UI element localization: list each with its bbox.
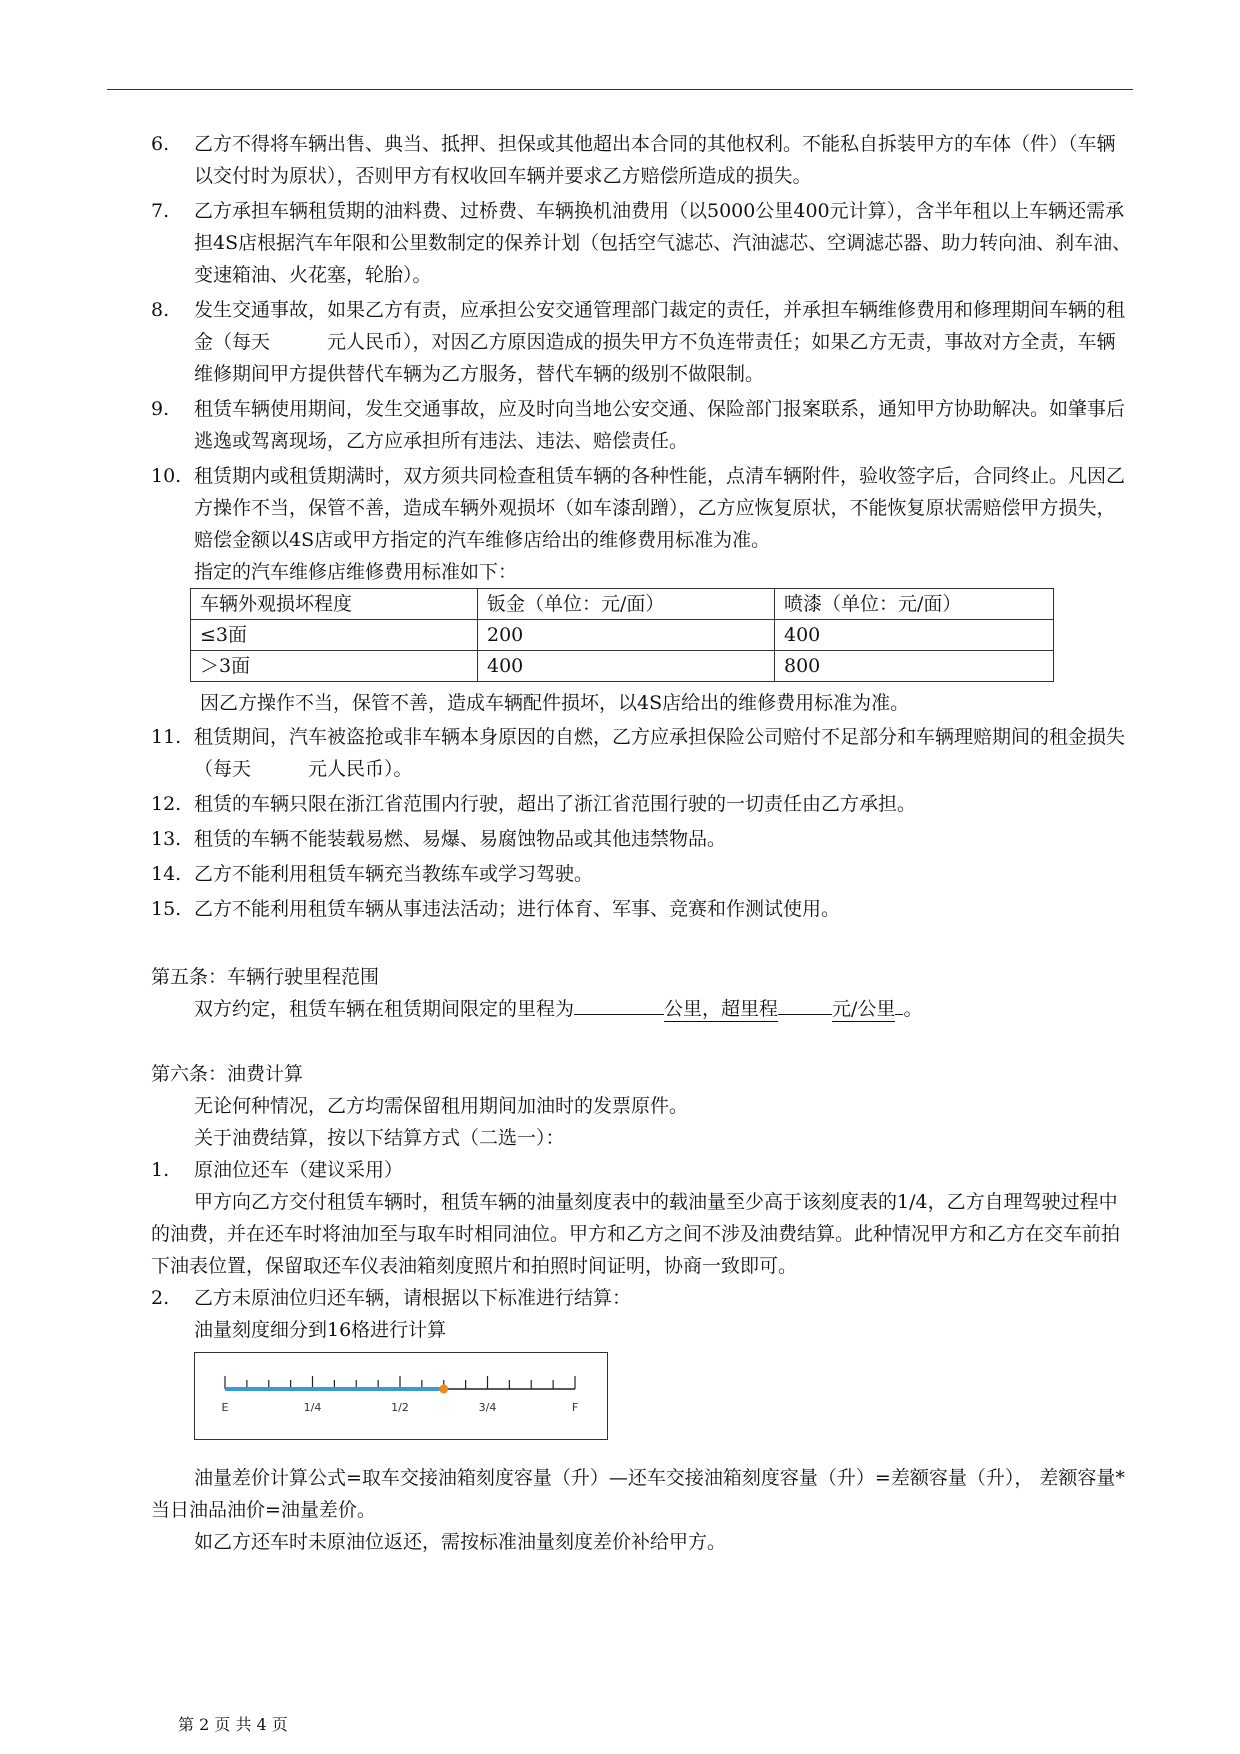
table-row: [191, 651, 1054, 682]
clause-text: 租赁期内或租赁期满时，双方须共同检查租赁车辆的各种性能，点清车辆附件，验收签字后，合同终止。凡因乙方操作不当，保管不善，造成车辆外观损坏（如车漆刮蹭），乙方应恢复原状，不能恢复原状需赔偿甲方损失，赔偿金额以4S店或甲方指定的汽车维修店给出的维修费用标准为准。: [194, 465, 1126, 551]
clause-text: 乙方不能利用租赁车辆从事违法活动；进行体育、军事、竞赛和作测试使用。: [194, 898, 841, 920]
option-title: 乙方未原油位归还车辆，请根据以下标准进行结算：: [194, 1287, 632, 1309]
table-row: [191, 620, 1054, 651]
table-header-cell: 车辆外观损坏程度: [191, 589, 478, 620]
clause-14: [151, 858, 1133, 890]
mileage-text-end: 。: [903, 998, 923, 1020]
clause-number: 6.: [151, 133, 170, 155]
clause-text: 租赁期间，汽车被盗抢或非车辆本身原因的自燃，乙方应承担保险公司赔付不足部分和车辆理赔期间的租金损失（每天 元人民币）。: [194, 726, 1126, 780]
repair-table-intro: 指定的汽车维修店维修费用标准如下：: [194, 561, 518, 583]
clause-15: [151, 893, 1133, 925]
clause-number: 12.: [151, 793, 182, 815]
option-number: 1.: [151, 1159, 170, 1181]
clause-text: 乙方不得将车辆出售、典当、抵押、担保或其他超出本合同的其他权利。不能私自拆装甲方的车体（件）（车辆以交付时为原状），否则甲方有权收回车辆并要求乙方赔偿所造成的损失。: [194, 133, 1116, 187]
clause-number: 11.: [151, 726, 182, 748]
repair-cost-table: [190, 588, 1054, 682]
gauge-caption: 油量刻度细分到16格进行计算: [194, 1319, 447, 1341]
option-title: 原油位还车（建议采用）: [194, 1159, 404, 1181]
clause-number: 13.: [151, 828, 182, 850]
fuel-gauge-svg: [195, 1353, 607, 1439]
clause-10: [151, 460, 1133, 556]
clause-12: [151, 788, 1133, 820]
gauge-label: 1/2: [391, 1401, 409, 1414]
clause-11: [151, 721, 1133, 785]
clause-text: 乙方承担车辆租赁期的油料费、过桥费、车辆换机油费用（以5000公里400元计算），含半年租以上车辆还需承担4S店根据汽车年限和公里数制定的保养计划（包括空气滤芯、汽油滤芯、空调滤芯器、助力转向油、刹车油、变速箱油、火花塞，轮胎）。: [194, 200, 1132, 286]
article-5-title: 第五条：车辆行驶里程范围: [151, 966, 380, 988]
fuel-gauge-figure: [194, 1352, 608, 1440]
repair-table-note: 因乙方操作不当，保管不善，造成车辆配件损坏，以4S店给出的维修费用标准为准。: [200, 692, 910, 714]
table-header-cell: 喷漆（单位：元/面）: [775, 589, 1054, 620]
fuel-option-1: [151, 1154, 1133, 1186]
article-6-line1: 无论何种情况，乙方均需保留租用期间加油时的发票原件。: [194, 1095, 689, 1117]
gauge-label: 1/4: [303, 1401, 322, 1414]
gauge-level-marker: [439, 1385, 448, 1394]
article-6-title: 第六条：油费计算: [151, 1063, 304, 1085]
table-cell: ＞3面: [191, 651, 478, 682]
clause-6: [151, 128, 1133, 192]
table-cell: 200: [478, 620, 775, 651]
fuel-final-note: 如乙方还车时未原油位返还，需按标准油量刻度差价补给甲方。: [194, 1531, 727, 1553]
clause-number: 14.: [151, 863, 182, 885]
mileage-limit-blank: [574, 1014, 664, 1015]
fuel-option-2: [151, 1282, 1133, 1314]
gauge-label: E: [221, 1401, 229, 1414]
table-cell: 800: [775, 651, 1054, 682]
page-footer: 第 2 页 共 4 页: [178, 1715, 288, 1734]
fuel-formula: 油量差价计算公式=取车交接油箱刻度容量（升）—还车交接油箱刻度容量（升）=差额容量（升）， 差额容量*当日油品油价=油量差价。: [151, 1467, 1125, 1521]
header-rule: [107, 89, 1133, 90]
mileage-text-after: 元/公里: [832, 998, 896, 1020]
clause-number: 10.: [151, 465, 182, 487]
table-cell: 400: [775, 620, 1054, 651]
clause-text: 租赁车辆使用期间，发生交通事故，应及时向当地公安交通、保险部门报案联系，通知甲方协助解决。如肇事后逃逸或驾离现场，乙方应承担所有违法、违法、赔偿责任。: [194, 398, 1126, 452]
clause-number: 8.: [151, 299, 170, 321]
overage-rate-blank: [778, 1014, 832, 1015]
document-body: [151, 128, 1133, 1558]
option-number: 2.: [151, 1287, 170, 1309]
clause-number: 15.: [151, 898, 182, 920]
clause-text: 乙方不能利用租赁车辆充当教练车或学习驾驶。: [194, 863, 594, 885]
table-header-row: [191, 589, 1054, 620]
clause-13: [151, 823, 1133, 855]
clause-text: 租赁的车辆只限在浙江省范围内行驶，超出了浙江省范围行驶的一切责任由乙方承担。: [194, 793, 917, 815]
gauge-label: 3/4: [478, 1401, 497, 1414]
table-header-cell: 钣金（单位：元/面）: [478, 589, 775, 620]
fuel-option-1-text: 甲方向乙方交付租赁车辆时，租赁车辆的油量刻度表中的载油量至少高于该刻度表的1/4，乙方自理驾驶过程中的油费，并在还车时将油加至与取车时相同油位。甲方和乙方之间不涉及油费结算。此种情况甲方和乙方在交车前拍下油表位置，保留取还车仪表油箱刻度照片和拍照时间证明，协商一致即可。: [151, 1191, 1121, 1277]
article-5-text: [151, 993, 1133, 1025]
article-6-line2: 关于油费结算，按以下结算方式（二选一）：: [194, 1127, 565, 1149]
clause-number: 9.: [151, 398, 170, 420]
clause-9: [151, 393, 1133, 457]
clause-number: 7.: [151, 200, 170, 222]
clause-8: [151, 294, 1133, 390]
mileage-text-before: 双方约定，租赁车辆在租赁期间限定的里程为: [194, 998, 575, 1020]
gauge-label: F: [571, 1401, 579, 1414]
clause-text: 发生交通事故，如果乙方有责，应承担公安交通管理部门裁定的责任，并承担车辆维修费用和修理期间车辆的租金（每天 元人民币），对因乙方原因造成的损失甲方不负连带责任；如果乙方无责，事故对方全责，车辆维修期间甲方提供替代车辆为乙方服务，替代车辆的级别不做限制。: [194, 299, 1126, 385]
table-cell: 400: [478, 651, 775, 682]
clause-text: 租赁的车辆不能装载易燃、易爆、易腐蚀物品或其他违禁物品。: [194, 828, 727, 850]
table-cell: ≤3面: [191, 620, 478, 651]
clause-7: [151, 195, 1133, 291]
mileage-text-mid: 公里，超里程: [664, 998, 779, 1020]
